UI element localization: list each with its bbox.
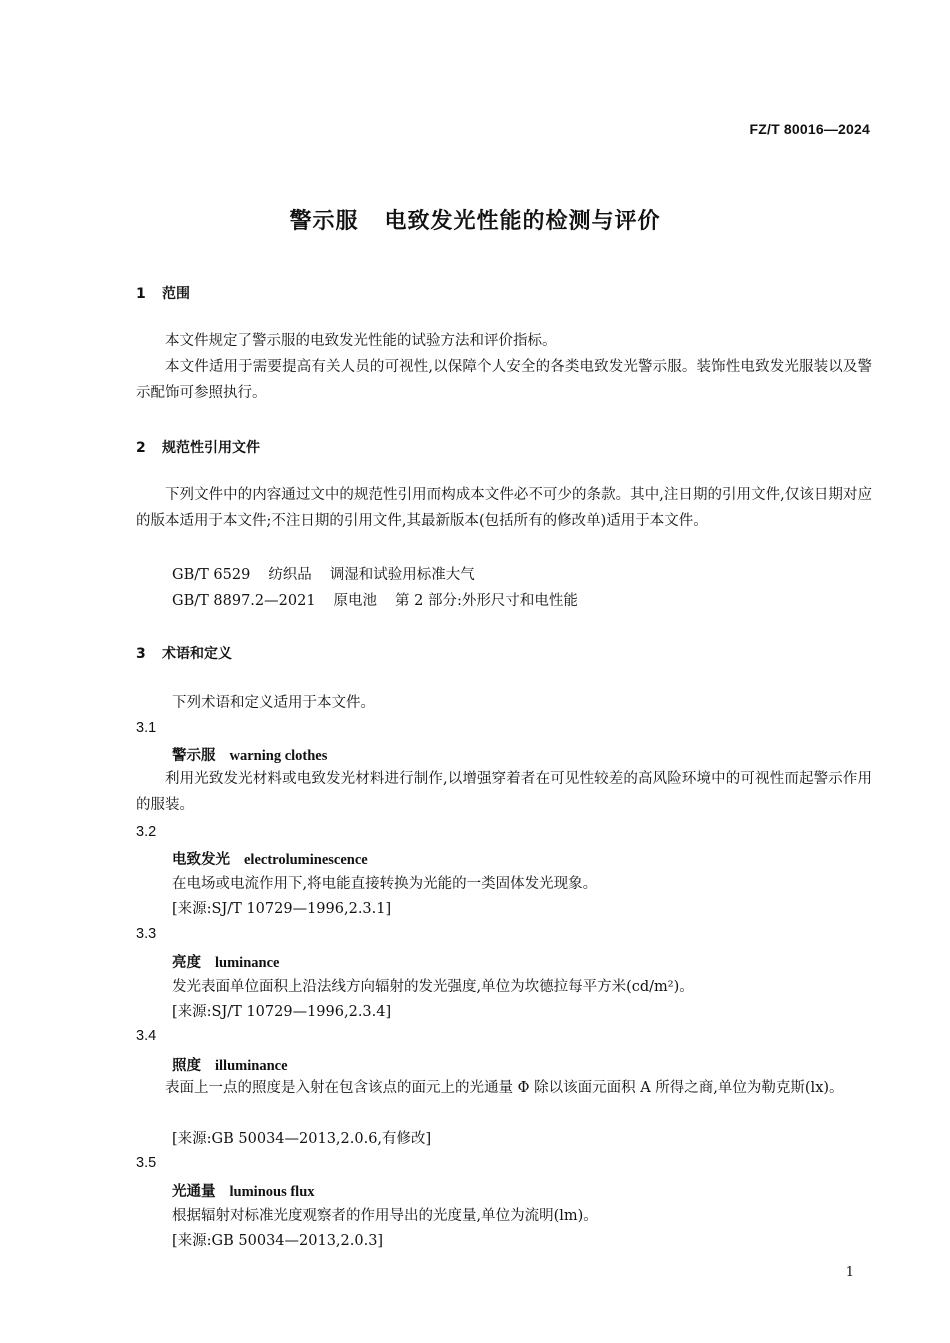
term-number: 3.4 [136, 1028, 157, 1044]
term-definition: 表面上一点的照度是入射在包含该点的面元上的光通量 Φ 除以该面元面积 A 所得之商,单位为勒克斯(lx)。 [165, 1080, 844, 1096]
term-title: 警示服 warning clothes [172, 748, 328, 764]
section2-heading: 2 规范性引用文件 [136, 440, 260, 456]
reference-item: GB/T 6529 纺织品 调湿和试验用标准大气 [172, 567, 475, 583]
section1-para2: 本文件适用于需要提高有关人员的可视性,以保障个人安全的各类电致发光警示服。装饰性电致发光服装以及警示配饰可参照执行。 [136, 359, 872, 401]
term-source: [来源:SJ/T 10729—1996,2.3.1] [172, 901, 392, 917]
term-title: 亮度 luminance [172, 955, 280, 971]
term-definition: 利用光致发光材料或电致发光材料进行制作,以增强穿着者在可见性较差的高风险环境中的可视性而起警示作用的服装。 [136, 771, 872, 813]
term-definition: 根据辐射对标准光度观察者的作用导出的光度量,单位为流明(lm)。 [172, 1208, 598, 1224]
term-source: [来源:GB 50034—2013,2.0.3] [172, 1233, 384, 1249]
term-number: 3.3 [136, 926, 157, 942]
term-source: [来源:GB 50034—2013,2.0.6,有修改] [172, 1131, 432, 1147]
page-number: 1 [845, 1265, 854, 1280]
term-title: 照度 illuminance [172, 1058, 288, 1074]
reference-item: GB/T 8897.2—2021 原电池 第 2 部分:外形尺寸和电性能 [172, 593, 578, 609]
term-definition: 在电场或电流作用下,将电能直接转换为光能的一类固体发光现象。 [172, 876, 598, 892]
term-title: 电致发光 electroluminescence [172, 852, 368, 868]
term-number: 3.5 [136, 1155, 157, 1171]
section2-para1: 下列文件中的内容通过文中的规范性引用而构成本文件必不可少的条款。其中,注日期的引用文件,仅该日期对应的版本适用于本文件;不注日期的引用文件,其最新版本(包括所有的修改单)适用于本文件。 [136, 487, 872, 529]
title-part1: 警示服 [289, 209, 359, 234]
term-number: 3.1 [136, 720, 157, 736]
section1-para1: 本文件规定了警示服的电致发光性能的试验方法和评价指标。 [165, 333, 557, 349]
section3-heading: 3 术语和定义 [136, 646, 232, 662]
section3-intro: 下列术语和定义适用于本文件。 [172, 695, 375, 711]
term-title: 光通量 luminous flux [172, 1184, 315, 1200]
term-source: [来源:SJ/T 10729—1996,2.3.4] [172, 1004, 392, 1020]
title-part2: 电致发光性能的检测与评价 [384, 209, 661, 234]
term-definition: 发光表面单位面积上沿法线方向辐射的发光强度,单位为坎德拉每平方米(cd/m²)。 [172, 979, 694, 995]
standard-code: FZ/T 80016—2024 [749, 121, 870, 137]
section1-heading: 1 范围 [136, 286, 190, 302]
document-title [0, 204, 950, 235]
term-number: 3.2 [136, 824, 157, 840]
